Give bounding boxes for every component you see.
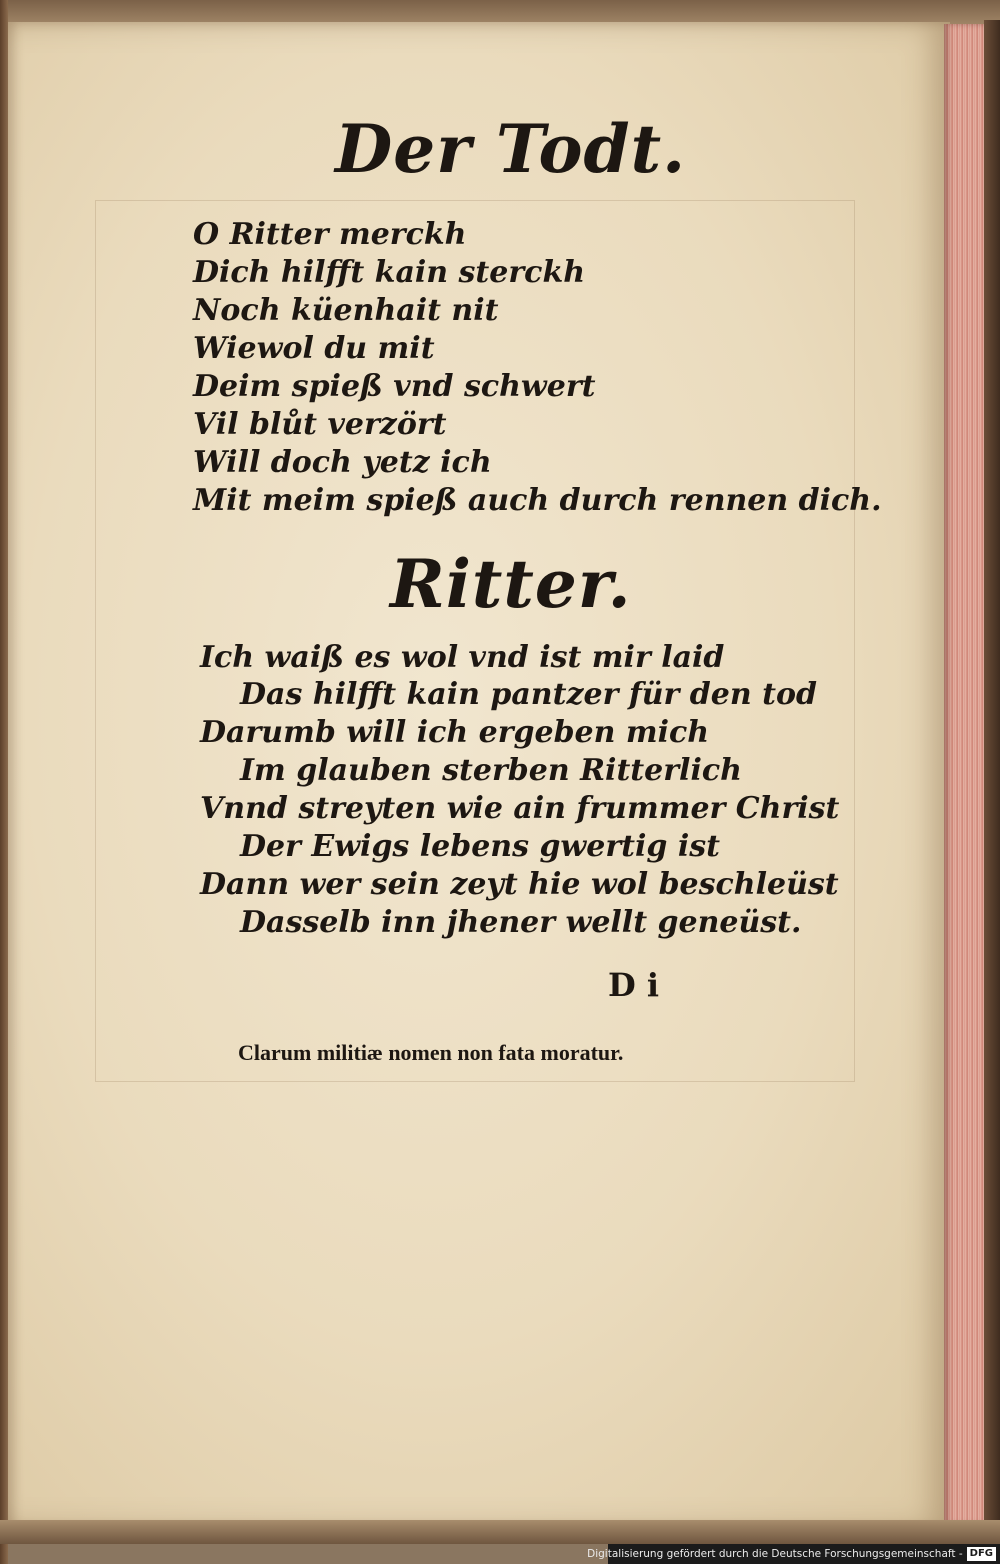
- verse-line: O Ritter merckh: [193, 217, 467, 252]
- dfg-logo: DFG: [967, 1547, 996, 1561]
- verse-line: Vil blůt verzört: [193, 407, 447, 442]
- verse-line: Will doch yetz ich: [193, 445, 492, 480]
- verse-line: Mit meim spieß auch durch rennen dich.: [193, 483, 882, 518]
- verse-line: Der Ewigs lebens gwertig ist: [240, 829, 720, 864]
- credit-text: Digitalisierung gefördert durch die Deutsche Forschungsgemeinschaft -: [587, 1548, 963, 1560]
- verse-line: Dann wer sein zeyt hie wol beschleüst: [200, 867, 839, 902]
- signature-mark: D i: [608, 966, 660, 1004]
- section-title-death: Der Todt.: [335, 110, 687, 188]
- verse-line: Im glauben sterben Ritterlich: [240, 753, 742, 788]
- book-cover-right-edge: [984, 20, 1000, 1530]
- digitization-credit-bar: [587, 1544, 1000, 1564]
- verse-line: Dich hilfft kain sterckh: [193, 255, 586, 290]
- verse-line: Darumb will ich ergeben mich: [200, 715, 710, 750]
- red-page-edges: [944, 24, 984, 1524]
- latin-motto: Clarum militiæ nomen non fata moratur.: [238, 1040, 624, 1065]
- verse-line: Wiewol du mit: [193, 331, 435, 366]
- book-cover-left-edge: [0, 0, 8, 1564]
- verse-line: Noch küenhait nit: [193, 293, 499, 328]
- book-cover-bottom-edge: [0, 1520, 1000, 1544]
- verse-line: Das hilfft kain pantzer für den tod: [240, 677, 817, 712]
- verse-line: Deim spieß vnd schwert: [193, 369, 596, 404]
- verse-line: Ich waiß es wol vnd ist mir laid: [200, 640, 725, 675]
- verse-line: Dasselb inn jhener wellt geneüst.: [240, 905, 802, 940]
- section-title-knight: Ritter.: [390, 545, 632, 623]
- verse-line: Vnnd streyten wie ain frummer Christ: [200, 791, 840, 826]
